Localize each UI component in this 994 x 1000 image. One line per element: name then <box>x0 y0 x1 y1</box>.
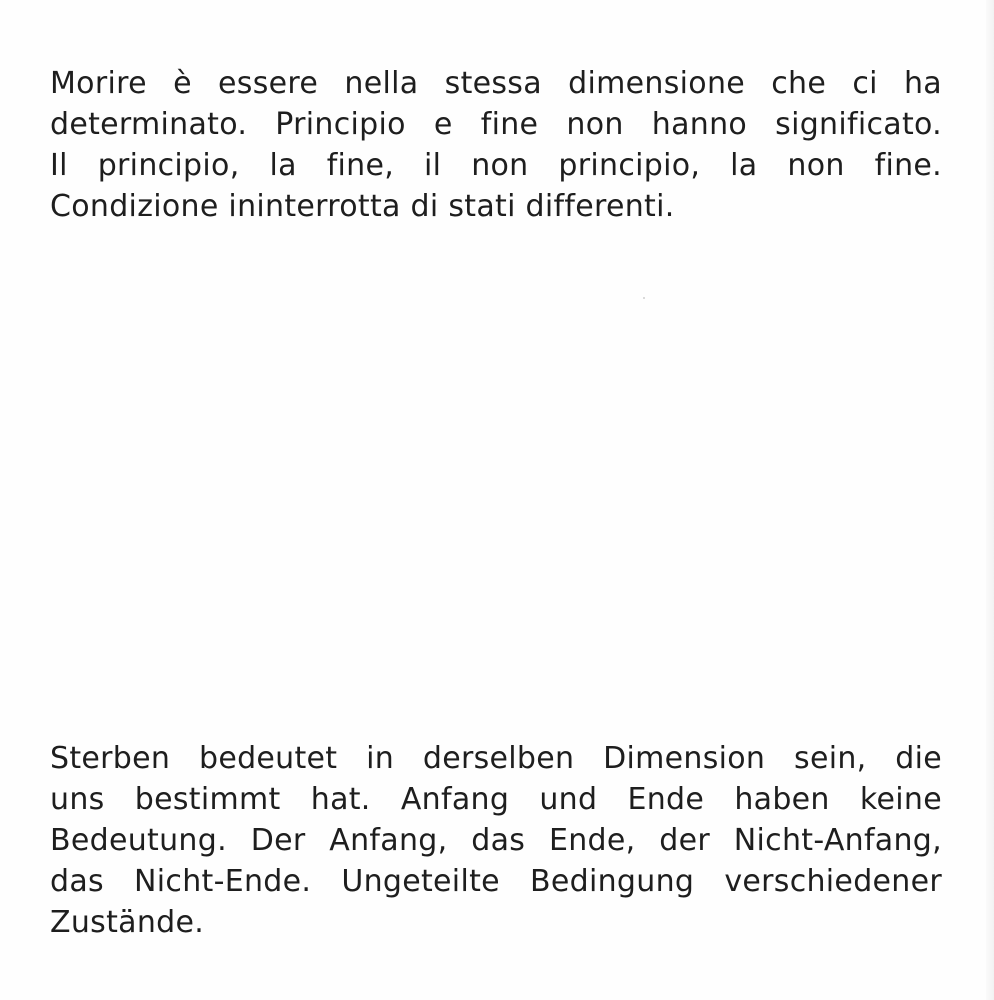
paper-speck <box>643 297 645 299</box>
italian-line-2: determinato. Principio e fine non hanno significato. <box>50 107 942 142</box>
german-line-5: Zustände. <box>50 905 205 940</box>
german-line-1: Sterben bedeutet in derselben Dimension sein, die <box>50 741 942 776</box>
german-paragraph <box>50 738 942 943</box>
german-line-4: das Nicht-Ende. Ungeteilte Bedingung verschiedener <box>50 864 942 899</box>
italian-line-1: Morire è essere nella stessa dimensione che ci ha <box>50 66 942 101</box>
page-edge <box>986 0 994 1000</box>
italian-line-3: Il principio, la fine, il non principio, la non fine. <box>50 148 942 183</box>
italian-line-4: Condizione ininterrotta di stati differenti. <box>50 189 675 224</box>
german-line-3: Bedeutung. Der Anfang, das Ende, der Nicht-Anfang, <box>50 823 942 858</box>
german-line-2: uns bestimmt hat. Anfang und Ende haben keine <box>50 782 942 817</box>
italian-paragraph <box>50 63 942 227</box>
